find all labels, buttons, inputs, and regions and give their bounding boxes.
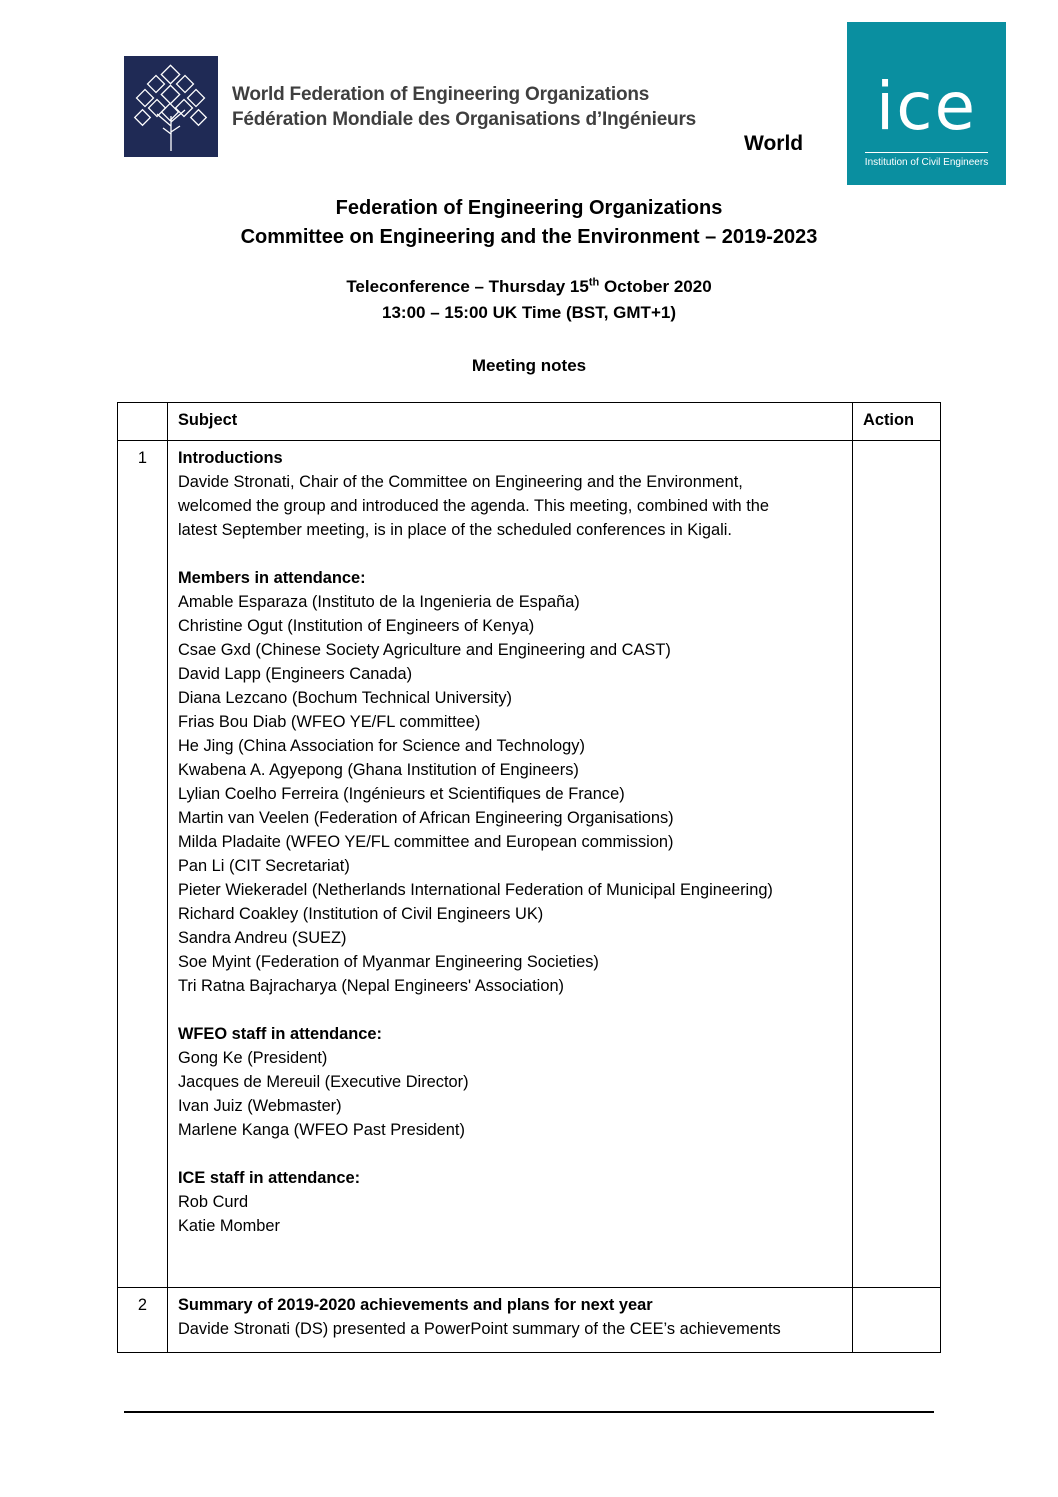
staff-item: Gong Ke (President) [177,1049,328,1067]
wfeo-name [232,82,696,132]
document-title-line2: Committee on Engineering and the Environment – 2019-2023 [240,226,818,248]
meeting-notes-table [117,402,941,1353]
member-item: Martin van Veelen (Federation of African Engineering Organisations) [177,809,674,827]
row-number: 1 [118,441,168,1288]
ice-staff-heading: ICE staff in attendance: [177,1169,361,1187]
paragraph-line: latest September meeting, is in place of the scheduled conferences in Kigali. [177,521,732,539]
member-item: Christine Ogut (Institution of Engineers of Kenya) [177,617,535,635]
conference-time: 13:00 – 15:00 UK Time (BST, GMT+1) [382,303,676,322]
members-heading: Members in attendance: [177,569,366,587]
spacer [178,542,842,566]
spacer [178,998,842,1022]
conference-date-main: Teleconference – Thursday 15 [346,277,589,296]
subject-cell [167,441,852,1288]
member-item: He Jing (China Association for Science and Technology) [177,737,585,755]
member-item: Soe Myint (Federation of Myanmar Engineering Societies) [177,953,599,971]
conference-date [0,275,1058,299]
wfeo-name-french: Fédération Mondiale des Organisations d’Ingénieurs [232,109,697,130]
member-item: Tri Ratna Bajracharya (Nepal Engineers' Association) [177,977,565,995]
subject-cell [167,1288,852,1353]
section-heading: Summary of 2019-2020 achievements and plans for next year [177,1296,653,1314]
conference-date-month: October 2020 [599,277,712,296]
member-item: Kwabena A. Agyepong (Ghana Institution of Engineers) [177,761,579,779]
member-item: Csae Gxd (Chinese Society Agriculture and Engineering and CAST) [177,641,671,659]
header-subject-cell: Subject [167,403,852,441]
header-action-cell: Action [853,403,941,441]
member-item: Pieter Wiekeradel (Netherlands International Federation of Municipal Engineering) [177,881,773,899]
tree-icon [124,56,218,157]
wfeo-logo [124,56,218,157]
member-item: David Lapp (Engineers Canada) [177,665,413,683]
member-item: Sandra Andreu (SUEZ) [177,929,347,947]
member-item: Milda Pladaite (WFEO YE/FL committee and European commission) [177,833,674,851]
row-number: 2 [118,1288,168,1353]
paragraph-line: Davide Stronati, Chair of the Committee on Engineering and the Environment, [177,473,743,491]
member-item: Pan Li (CIT Secretariat) [177,857,350,875]
member-item: Amable Esparaza (Instituto de la Ingenieria de España) [177,593,580,611]
ice-logo [847,22,1006,185]
member-item: Frias Bou Diab (WFEO YE/FL committee) [177,713,481,731]
meeting-notes-heading: Meeting notes [471,356,587,375]
member-item: Diana Lezcano (Bochum Technical University) [177,689,512,707]
ice-wordmark: ice [875,68,978,145]
document-title-line1: Federation of Engineering Organizations [335,197,723,219]
spacer [178,1142,842,1166]
paragraph-line: welcomed the group and introduced the agenda. This meeting, combined with the [177,497,770,515]
table-row [118,441,941,1288]
member-item: Lylian Coelho Ferreira (Ingénieurs et Scientifiques de France) [177,785,625,803]
staff-item: Ivan Juiz (Webmaster) [177,1097,342,1115]
staff-item: Jacques de Mereuil (Executive Director) [177,1073,469,1091]
wfeo-staff-heading: WFEO staff in attendance: [177,1025,382,1043]
wfeo-name-english: World Federation of Engineering Organizations [232,84,650,105]
ice-subtitle: Institution of Civil Engineers [864,157,989,168]
action-cell [853,1288,941,1353]
conference-date-suffix: th [588,276,600,289]
table-row [118,1288,941,1353]
ice-divider [865,152,988,153]
action-cell [853,441,941,1288]
member-item: Richard Coakley (Institution of Civil Engineers UK) [177,905,544,923]
world-label: World [744,132,804,155]
staff-item: Rob Curd [177,1193,249,1211]
paragraph-line: Davide Stronati (DS) presented a PowerPoint summary of the CEE’s achievements [177,1320,781,1338]
section-heading: Introductions [177,449,283,467]
staff-item: Marlene Kanga (WFEO Past President) [177,1121,465,1139]
staff-item: Katie Momber [177,1217,280,1235]
header-number-cell [118,403,168,441]
table-header-row [118,403,941,441]
footer-rule [124,1411,934,1413]
